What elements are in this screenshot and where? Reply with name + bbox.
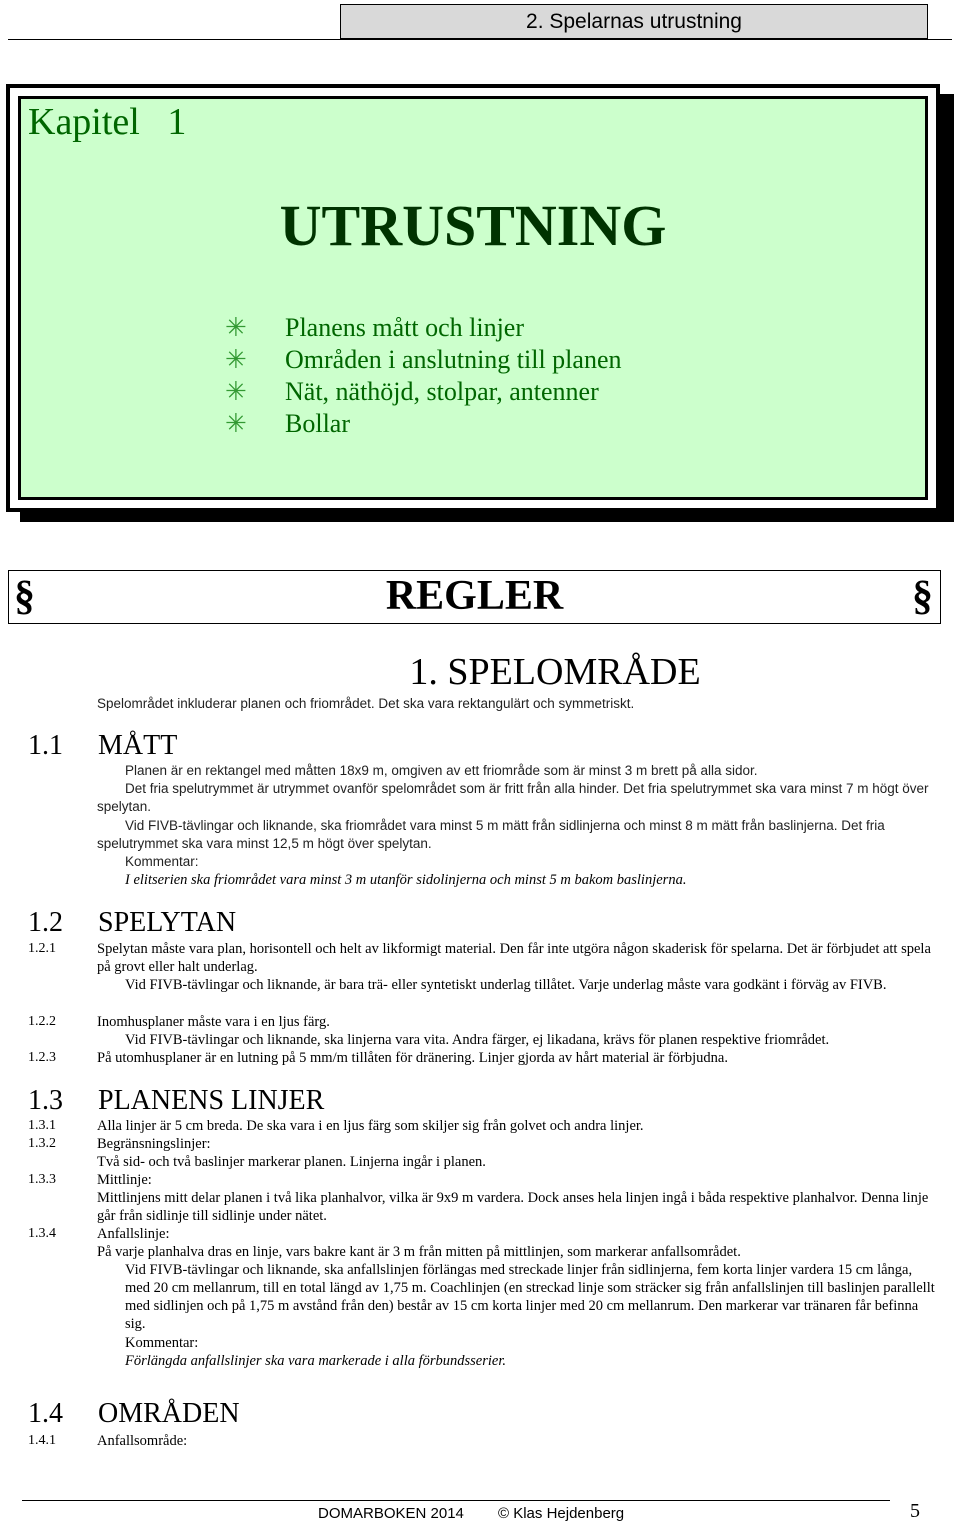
clause-number: 1.3.1 [28,1118,56,1133]
comment-text: I elitserien ska friområdet vara minst 3 m utanför sidolinjerna och minst 5 m bakom baslinjerna. [125,872,687,888]
page-number: 5 [910,1500,920,1522]
clause-text: Vid FIVB-tävlingar och liknande, är bara trä- eller syntetiskt underlag tillåtet. Varje underlag måste vara godkänt i förväg av FIVB. [125,977,887,993]
section-heading: 1. SPELOMRÅDE [409,651,701,693]
section-sign-icon: § [14,573,35,619]
asterisk-icon: ✳ [225,409,247,438]
chapter-topic: ✳ Nät, näthöjd, stolpar, antenner [225,377,599,406]
subsection-heading: 1.4 OMRÅDEN [28,1398,240,1429]
header-rule [8,39,952,40]
subsection-heading: 1.1 MÅTT [28,730,178,761]
clause-text: På varje planhalva dras en linje, vars bakre kant är 3 m från mitten på mittlinjen, som markerar anfallsområdet. [97,1244,741,1260]
chapter-number: Kapitel 1 [28,101,187,143]
clause-text: Mittlinje: [97,1172,152,1188]
comment-label: Kommentar: [125,854,199,869]
clause-number: 1.4.1 [28,1433,56,1448]
footer-rule [22,1500,890,1501]
asterisk-icon: ✳ [225,345,247,374]
running-header: 2. Spelarnas utrustning [340,4,928,39]
subsection-heading: 1.3 PLANENS LINJER [28,1085,325,1116]
clause-text: Mittlinjens mitt delar planen i två lika planhalvor, vilka är 9x9 m vardera. Dock anses hela linjen ingå i båda respektive planhalvor. Denna linje går från sidlinje till sidlinje under nätet. [97,1190,929,1224]
paragraph: Det fria spelutrymmet är utrymmet ovanför spelområdet som är fritt från alla hinder. Det fria spelutrymmet ska vara minst 7 m högt över spelytan. [97,781,929,814]
comment-label: Kommentar: [125,1335,199,1351]
asterisk-icon: ✳ [225,313,247,342]
clause-number: 1.3.3 [28,1172,56,1187]
clause-number: 1.2.3 [28,1050,56,1065]
clause-number: 1.2.1 [28,941,56,956]
regler-title: REGLER [385,573,564,619]
section-sign-icon: § [912,573,933,619]
clause-text: Anfallsområde: [97,1433,188,1449]
chapter-topic-list [225,312,622,440]
clause-text: Anfallslinje: [97,1226,170,1242]
subsection-heading: 1.2 SPELYTAN [28,907,237,938]
clause-text: Begränsningslinjer: [97,1136,211,1152]
footer-copyright: © Klas Hejdenberg [498,1505,625,1522]
section-intro: Spelområdet inkluderar planen och friområdet. Det ska vara rektangulärt och symmetriskt. [97,696,635,711]
chapter-title: UTRUSTNING [279,193,667,258]
clause-text: På utomhusplaner är en lutning på 5 mm/m tillåten för dränering. Linjer gjorda av hårt material är förbjudna. [97,1050,728,1066]
paragraph: Planen är en rektangel med måtten 18x9 m, omgiven av ett friområde som är minst 3 m brett på alla sidor. [125,763,758,778]
clause-text: Vid FIVB-tävlingar och liknande, ska linjerna vara vita. Andra färger, ej likadana, krävs för planen respektive friområdet. [125,1032,830,1048]
footer-publication: DOMARBOKEN 2014 [318,1505,464,1522]
asterisk-icon: ✳ [225,377,247,406]
clause-text: Två sid- och två baslinjer markerar planen. Linjerna ingår i planen. [97,1154,486,1170]
chapter-topic: ✳ Bollar [225,409,350,438]
clause-text: Alla linjer är 5 cm breda. De ska vara i en ljus färg som skiljer sig från golvet och andra linjer. [97,1118,644,1134]
clause-text: Vid FIVB-tävlingar och liknande, ska anfallslinjen förlängas med streckade linjer från sidlinjerna, fem korta linjer vardera 15 cm långa, med 20 cm mellanrum, till en total längd av 1,75 m. Coachlinjen (en streckad linje som sträcker sig från anfallslinjen till baslinjen parallellt med sidlinjen och på 1,75 m avstånd från den) består av 15 cm korta linjer med 20 cm mellanrum. Den markerar var tränaren får befinna sig. [125,1262,935,1332]
clause-number: 1.3.4 [28,1226,56,1241]
paragraph: Vid FIVB-tävlingar och liknande, ska friområdet vara minst 5 m mätt från sidlinjerna och minst 8 m mätt från baslinjerna. Det fria spelutrymmet ska vara minst 12,5 m högt över spelytan. [97,818,885,851]
clause-number: 1.3.2 [28,1136,56,1151]
chapter-topic: ✳ Områden i anslutning till planen [225,345,622,374]
clause-text: Inomhusplaner måste vara i en ljus färg. [97,1014,330,1030]
clause-text: Spelytan måste vara plan, horisontell och helt av likformigt material. Den får inte utgöra någon skaderisk för spelarna. Det är förbjudet att spela på grovt eller halt underlag. [97,941,931,975]
clause-number: 1.2.2 [28,1014,56,1029]
chapter-topic: ✳ Planens mått och linjer [225,313,525,342]
comment-text: Förlängda anfallslinjer ska vara markerade i alla förbundsserier. [125,1353,507,1369]
